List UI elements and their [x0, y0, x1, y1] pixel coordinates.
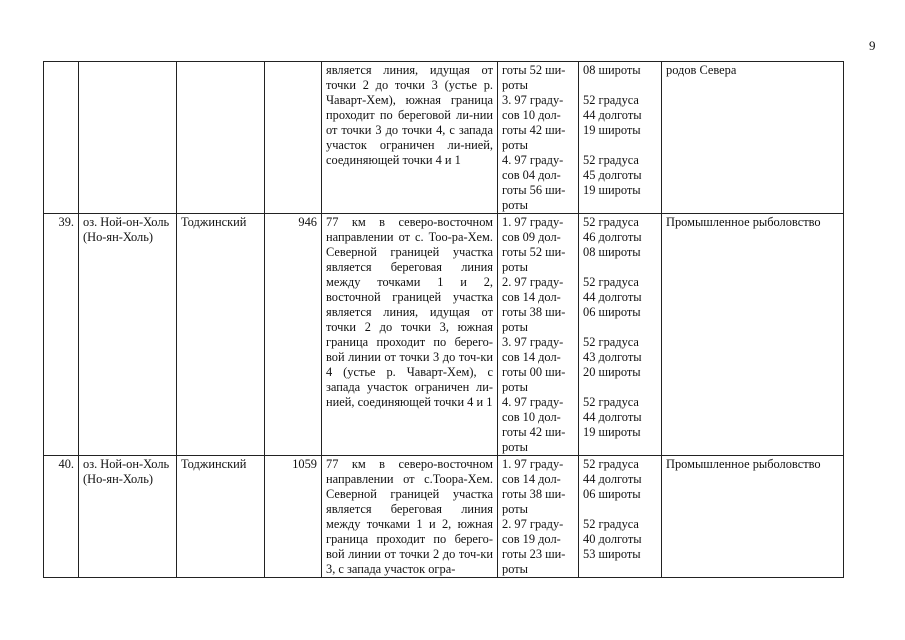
coordinate-line: 44 долготы: [583, 472, 642, 486]
area-cell: 1059: [265, 456, 322, 578]
coordinate-line: роты: [502, 562, 528, 576]
coordinate-line: 06 широты: [583, 305, 641, 319]
table-row: [44, 456, 844, 578]
coordinate-line: 52 градуса: [583, 275, 639, 289]
boundary-description-cell: 77 км в северо-восточном направлении от с.Тоора-Хем. Северной границей участка является береговая линия между точками 1 и 2, южная граница проходит по берего-вой линии от точки 2 до точ-ки 3, с запада участок огра-: [322, 456, 498, 578]
coordinates-longitude-cell: [498, 456, 579, 578]
coordinate-line: сов 14 дол-: [502, 350, 561, 364]
coordinate-line: готы 52 ши-: [502, 63, 566, 77]
coordinate-line: роты: [502, 380, 528, 394]
purpose-cell: родов Севера: [662, 62, 844, 214]
coordinate-line: 06 широты: [583, 487, 641, 501]
coordinate-line: роты: [502, 260, 528, 274]
coordinate-line: готы 42 ши-: [502, 123, 566, 137]
coordinate-line: 45 долготы: [583, 168, 642, 182]
coordinate-line: 52 градуса: [583, 517, 639, 531]
coordinates-latitude-cell: [579, 62, 662, 214]
coordinate-line: 19 широты: [583, 123, 641, 137]
row-number-cell: 39.: [44, 214, 79, 456]
water-body-name-cell: оз. Ной-он-Холь (Но-ян-Холь): [79, 456, 177, 578]
district-cell: [177, 62, 265, 214]
coordinate-line: сов 14 дол-: [502, 472, 561, 486]
coordinate-line: 3. 97 граду-: [502, 93, 564, 107]
coordinate-line: готы 52 ши-: [502, 245, 566, 259]
group-spacer: [583, 320, 657, 335]
coordinate-line: 19 широты: [583, 425, 641, 439]
coordinate-line: 40 долготы: [583, 532, 642, 546]
coordinate-line: 4. 97 граду-: [502, 153, 564, 167]
district-cell: Тоджинский: [177, 456, 265, 578]
water-body-name-cell: оз. Ной-он-Холь (Но-ян-Холь): [79, 214, 177, 456]
coordinates-latitude-cell: [579, 214, 662, 456]
fishing-areas-table: [43, 61, 844, 578]
table-row: [44, 62, 844, 214]
coordinate-line: сов 10 дол-: [502, 108, 561, 122]
coordinate-line: 44 долготы: [583, 290, 642, 304]
coordinate-line: 52 градуса: [583, 395, 639, 409]
coordinate-line: 1. 97 граду-: [502, 215, 564, 229]
coordinate-line: сов 04 дол-: [502, 168, 561, 182]
coordinate-line: 46 долготы: [583, 230, 642, 244]
purpose-cell: Промышленное рыболовство: [662, 214, 844, 456]
coordinate-line: роты: [502, 198, 528, 212]
coordinate-line: 43 долготы: [583, 350, 642, 364]
coordinate-line: 19 широты: [583, 183, 641, 197]
coordinate-line: 52 градуса: [583, 335, 639, 349]
coordinate-line: готы 00 ши-: [502, 365, 566, 379]
boundary-description-cell: является линия, идущая от точки 2 до точки 3 (устье р. Чаварт-Хем), южная граница проходит по береговой ли-нии от точки 3 до точки 4, с запада участок ограничен ли-нией, соединяющей точки 4 и 1: [322, 62, 498, 214]
table-row: [44, 214, 844, 456]
coordinate-line: роты: [502, 440, 528, 454]
coordinate-line: 20 широты: [583, 365, 641, 379]
area-cell: 946: [265, 214, 322, 456]
coordinate-line: готы 42 ши-: [502, 425, 566, 439]
coordinate-line: готы 38 ши-: [502, 487, 566, 501]
coordinate-line: 52 градуса: [583, 153, 639, 167]
page-number: 9: [869, 38, 876, 53]
coordinate-line: 52 градуса: [583, 215, 639, 229]
coordinate-line: 3. 97 граду-: [502, 335, 564, 349]
group-spacer: [583, 260, 657, 275]
coordinate-line: готы 38 ши-: [502, 305, 566, 319]
coordinate-line: роты: [502, 320, 528, 334]
coordinate-line: сов 14 дол-: [502, 290, 561, 304]
coordinate-line: роты: [502, 502, 528, 516]
coordinate-line: сов 09 дол-: [502, 230, 561, 244]
coordinate-line: роты: [502, 78, 528, 92]
coordinate-line: готы 56 ши-: [502, 183, 566, 197]
row-number-cell: [44, 62, 79, 214]
coordinate-line: 52 градуса: [583, 457, 639, 471]
district-cell: Тоджинский: [177, 214, 265, 456]
group-spacer: [583, 138, 657, 153]
group-spacer: [583, 502, 657, 517]
coordinate-line: 08 широты: [583, 63, 641, 77]
coordinate-line: сов 19 дол-: [502, 532, 561, 546]
coordinate-line: 53 широты: [583, 547, 641, 561]
row-number-cell: 40.: [44, 456, 79, 578]
coordinate-line: 44 долготы: [583, 108, 642, 122]
coordinate-line: готы 23 ши-: [502, 547, 566, 561]
coordinate-line: 52 градуса: [583, 93, 639, 107]
coordinate-line: 08 широты: [583, 245, 641, 259]
water-body-name-cell: [79, 62, 177, 214]
area-cell: [265, 62, 322, 214]
coordinates-longitude-cell: [498, 214, 579, 456]
coordinates-latitude-cell: [579, 456, 662, 578]
group-spacer: [583, 380, 657, 395]
coordinate-line: 1. 97 граду-: [502, 457, 564, 471]
coordinates-longitude-cell: [498, 62, 579, 214]
boundary-description-cell: 77 км в северо-восточном направлении от с. Тоо-ра-Хем. Северной границей участка является береговая линия между точками 1 и 2, восточной границей участка является линия, идущая от точки 2 до точки 3, южная граница проходит по берего-вой линии от точки 3 до точ-ки 4 (устье р. Чаварт-Хем), с запада участок ограничен ли-нией, соединяющей точки 4 и 1: [322, 214, 498, 456]
coordinate-line: 2. 97 граду-: [502, 517, 564, 531]
coordinate-line: сов 10 дол-: [502, 410, 561, 424]
coordinate-line: 2. 97 граду-: [502, 275, 564, 289]
coordinate-line: 4. 97 граду-: [502, 395, 564, 409]
group-spacer: [583, 78, 657, 93]
purpose-cell: Промышленное рыболовство: [662, 456, 844, 578]
coordinate-line: роты: [502, 138, 528, 152]
coordinate-line: 44 долготы: [583, 410, 642, 424]
